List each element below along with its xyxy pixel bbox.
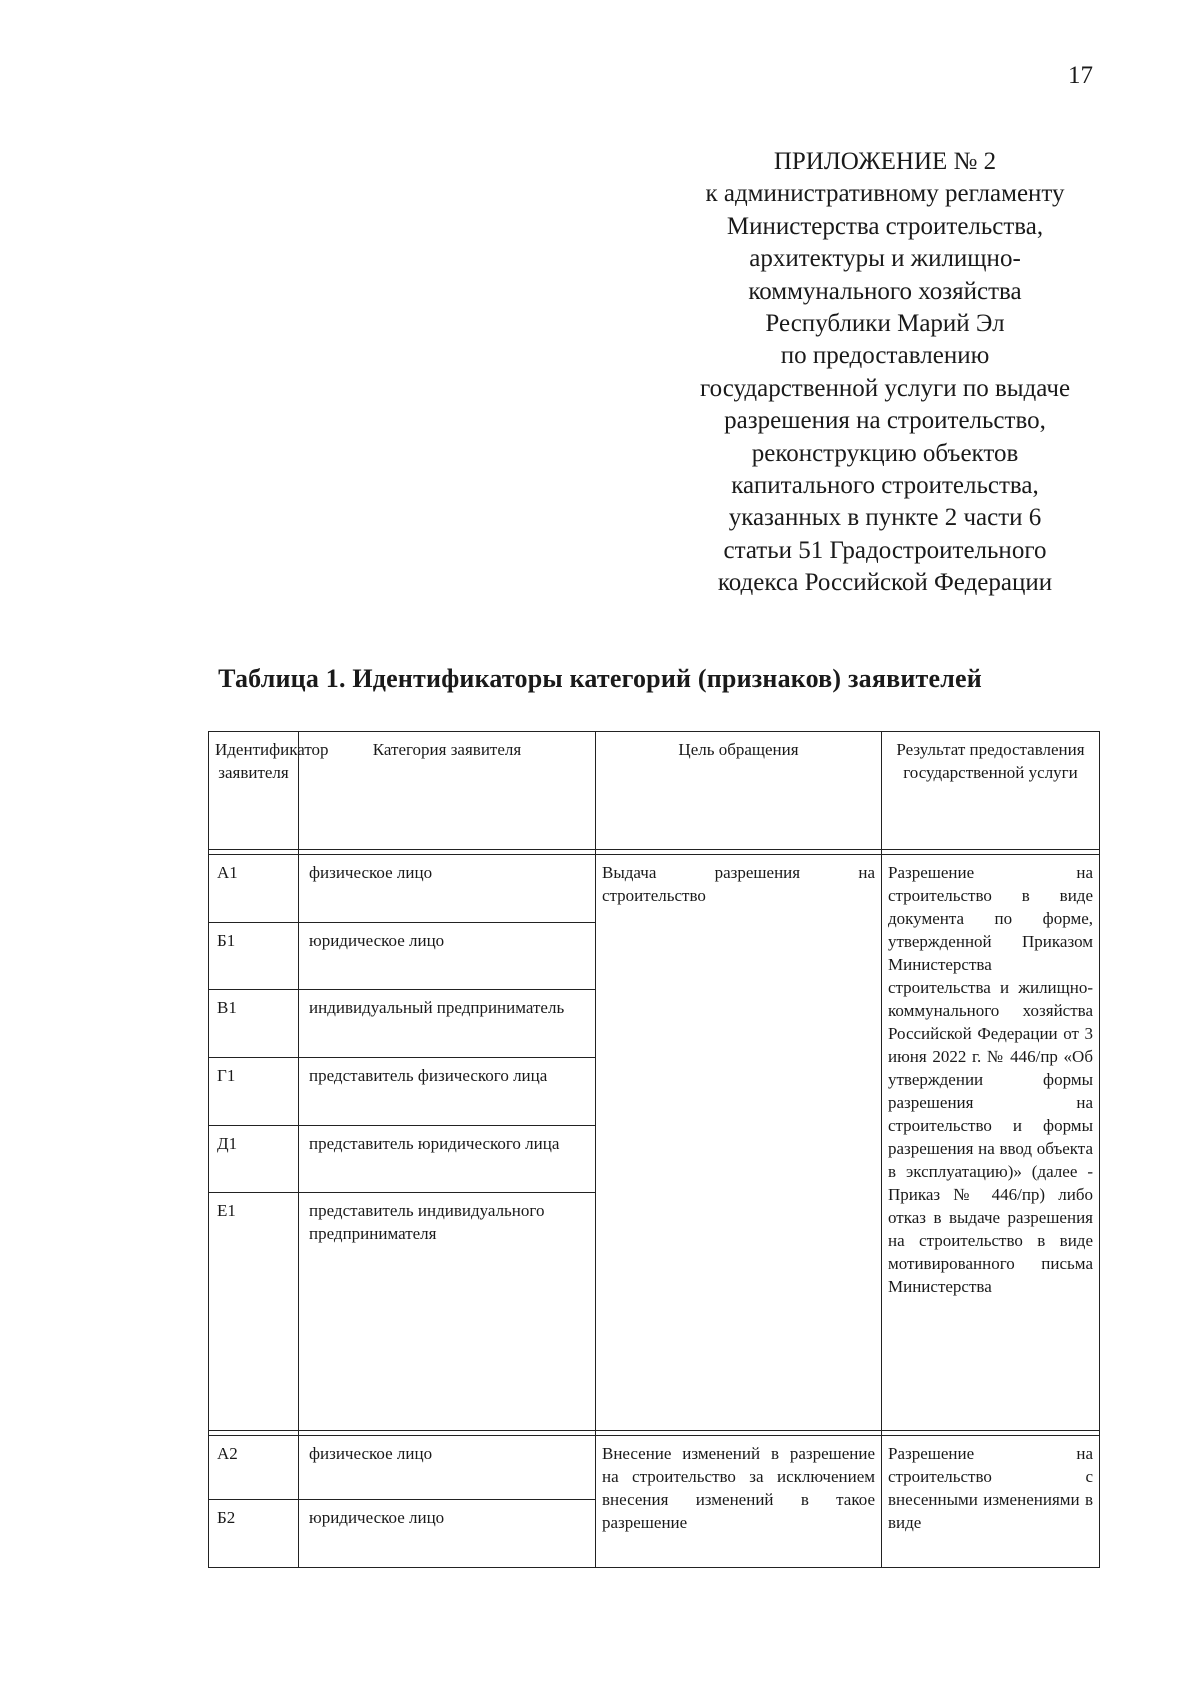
row-category: представитель юридического лица	[299, 1125, 596, 1193]
table-row	[209, 1435, 1100, 1500]
header-category: Категория заявителя	[299, 732, 596, 850]
header-purpose: Цель обращения	[596, 732, 882, 850]
row-category: юридическое лицо	[299, 922, 596, 990]
appendix-line: реконструкцию объектов	[751, 439, 1019, 467]
table-header-row	[209, 732, 1100, 850]
appendix-line: кодекса Российской Федерации	[717, 569, 1053, 597]
row-category: физическое лицо	[299, 1435, 596, 1500]
purpose-cell: Внесение изменений в разрешение на строительство за исключением внесения изменений в такое разрешение	[596, 1435, 882, 1567]
applicant-categories-table	[208, 731, 1100, 1568]
appendix-line: ПРИЛОЖЕНИЕ № 2	[773, 148, 997, 175]
row-identifier: Е1	[209, 1193, 299, 1430]
row-identifier: Г1	[209, 1058, 299, 1126]
row-category: юридическое лицо	[299, 1500, 596, 1568]
appendix-heading	[650, 146, 1120, 600]
row-identifier: А1	[209, 855, 299, 923]
table-title: Таблица 1. Идентификаторы категорий (признаков) заявителей	[218, 664, 982, 693]
row-identifier: А2	[209, 1435, 299, 1500]
appendix-line: по предоставлению	[780, 342, 990, 370]
appendix-line: указанных в пункте 2 части 6	[728, 504, 1042, 532]
table-row	[209, 855, 1100, 923]
appendix-line: Министерства строительства,	[726, 212, 1044, 240]
result-cell: Разрешение на строительство с внесенными изменениями в виде	[882, 1435, 1100, 1567]
header-identifier: Идентификатор заявителя	[209, 732, 299, 850]
row-category: физическое лицо	[299, 855, 596, 923]
page-number: 17	[1068, 62, 1093, 89]
appendix-line: к административному регламенту	[705, 180, 1065, 208]
appendix-line: коммунального хозяйства	[748, 277, 1022, 305]
appendix-line: статьи 51 Градостроительного	[723, 536, 1047, 564]
appendix-line: архитектуры и жилищно-	[749, 245, 1021, 273]
row-identifier: Б1	[209, 922, 299, 990]
appendix-line: государственной услуги по выдаче	[699, 374, 1071, 402]
row-identifier: Д1	[209, 1125, 299, 1193]
row-category: представитель индивидуального предпринимателя	[299, 1193, 596, 1430]
row-identifier: Б2	[209, 1500, 299, 1568]
appendix-line: разрешения на строительство,	[724, 407, 1046, 435]
result-cell: Разрешение на строительство в виде документа по форме, утвержденной Приказом Министерства строительства и жилищно-коммунального хозяйства Российской Федерации от 3 июня 2022 г. № 446/пр «Об утверждении формы разрешения на строительство и формы разрешения на ввод объекта в эксплуатацию)» (далее - Приказ № 446/пр) либо отказ в выдаче разрешения на строительство в виде мотивированного письма Министерства	[882, 855, 1100, 1430]
row-identifier: В1	[209, 990, 299, 1058]
row-category: представитель физического лица	[299, 1058, 596, 1126]
purpose-cell: Выдача разрешения на строительство	[596, 855, 882, 1430]
appendix-line: капитального строительства,	[731, 472, 1039, 500]
header-result: Результат предоставления государственной услуги	[882, 732, 1100, 850]
appendix-line: Республики Марий Эл	[765, 310, 1005, 338]
row-category: индивидуальный предприниматель	[299, 990, 596, 1058]
